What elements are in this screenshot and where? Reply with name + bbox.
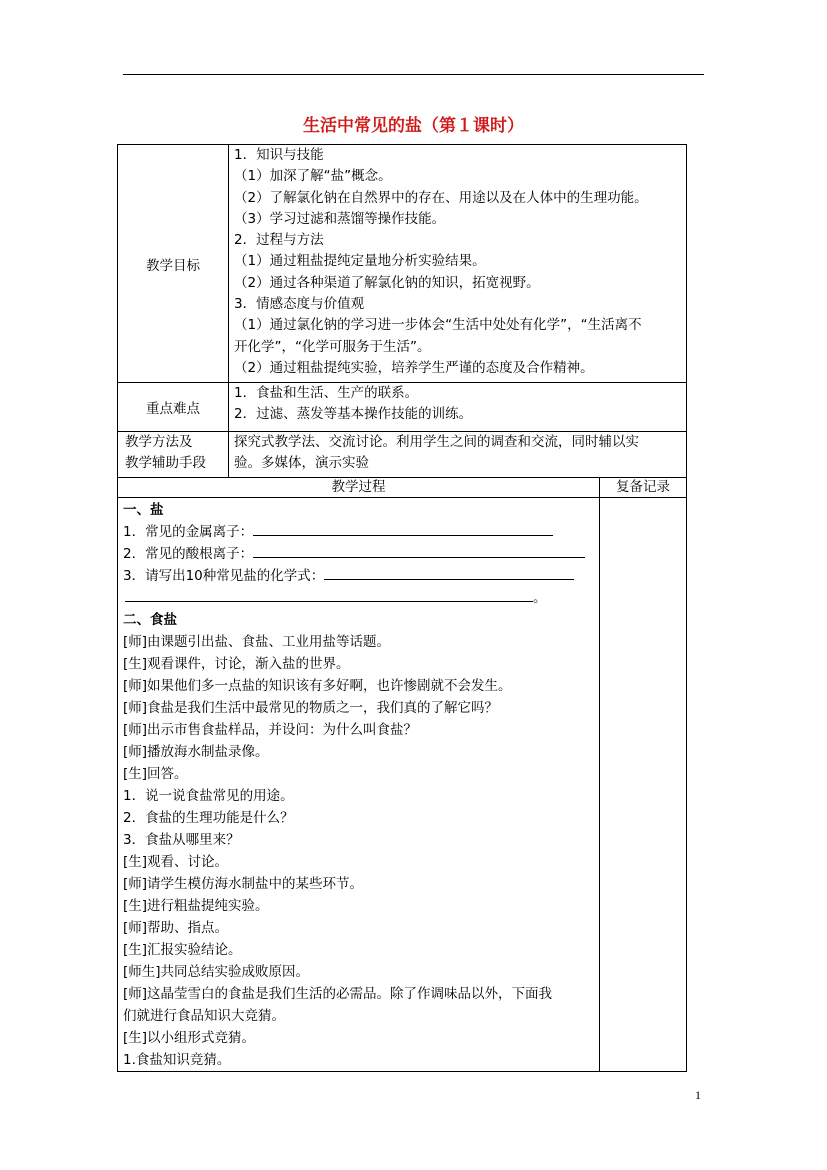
- dialogue-line: [师]播放海水制盐录像。: [123, 744, 269, 760]
- question-label: 1．常见的金属离子：: [123, 524, 254, 540]
- dialogue-line: [师]由课题引出盐、食盐、工业用盐等话题。: [123, 634, 391, 650]
- key-point-line: 2．过滤、蒸发等基本操作技能的训练。: [234, 406, 473, 423]
- methods-line: 验。多媒体，演示实验: [234, 455, 369, 472]
- page-number: 1: [695, 1088, 701, 1102]
- objectives-content: [229, 145, 687, 383]
- dialogue-line: [师]如果他们多一点盐的知识该有多好啊，也许惨剧就不会发生。: [123, 678, 512, 694]
- methods-content: [229, 432, 687, 478]
- objective-line: 开化学”，“化学可服务于生活”。: [234, 338, 431, 355]
- dialogue-line: 3．食盐从哪里来？: [123, 832, 240, 848]
- methods-label-line: 教学辅助手段: [125, 455, 206, 472]
- dialogue-line: [生]进行粗盐提纯实验。: [123, 898, 269, 914]
- methods-label: [118, 432, 229, 478]
- question-label: 2．常见的酸根离子：: [123, 546, 254, 562]
- methods-row: [118, 432, 687, 478]
- dialogue-line: 2．食盐的生理功能是什么？: [123, 810, 294, 826]
- answer-blank: [324, 565, 574, 580]
- question-label: 3．请写出10种常见盐的化学式：: [123, 568, 325, 584]
- objective-line: （3）学习过滤和蒸馏等操作技能。: [234, 210, 446, 227]
- key-points-label: 重点难点: [118, 383, 229, 432]
- key-points-row: [118, 383, 687, 432]
- section-heading: 二、食盐: [123, 612, 177, 628]
- dialogue-line: [生]回答。: [123, 766, 188, 782]
- dialogue-line: [师]出示市售食盐样品，并设问：为什么叫食盐？: [123, 722, 418, 738]
- end-mark: 。: [533, 590, 547, 606]
- objective-line: 3．情感态度与价值观: [234, 296, 365, 313]
- dialogue-line: [生]观看课件，讨论，渐入盐的世界。: [123, 656, 350, 672]
- key-points-content: [229, 383, 687, 432]
- dialogue-line: 1.食盐知识竞猜。: [123, 1052, 231, 1068]
- objective-line: （2）了解氯化钠在自然界中的存在、用途以及在人体中的生理功能。: [234, 189, 648, 206]
- dialogue-line: [师]这晶莹雪白的食盐是我们生活的必需品。除了作调味品以外，下面我: [123, 986, 553, 1002]
- answer-blank: [125, 587, 533, 602]
- question-salt-formulas: [118, 565, 599, 587]
- answer-blank: [253, 543, 585, 558]
- dialogue-line: [师]帮助、指点。: [123, 920, 229, 936]
- header-rule: [123, 74, 704, 75]
- dialogue-line: [师]食盐是我们生活中最常见的物质之一，我们真的了解它吗？: [123, 700, 499, 716]
- objective-line: （1）通过氯化钠的学习进一步体会“生活中处处有化学”，“生活离不: [234, 317, 642, 334]
- lesson-plan-table: [117, 144, 687, 1072]
- methods-label-line: 教学方法及: [125, 434, 193, 450]
- process-body-row: [118, 498, 687, 1072]
- key-point-line: 1．食盐和生活、生产的联系。: [234, 385, 419, 401]
- objectives-row: [118, 145, 687, 383]
- notes-header: 复备记录: [600, 478, 687, 498]
- objective-line: （2）通过粗盐提纯实验，培养学生严谨的态度及合作精神。: [234, 359, 594, 376]
- dialogue-line: [生]以小组形式竞猜。: [123, 1030, 256, 1046]
- notes-cell: [600, 498, 687, 1072]
- section-heading: 一、盐: [123, 502, 164, 518]
- objective-line: （1）通过粗盐提纯定量地分析实验结果。: [234, 253, 486, 270]
- dialogue-line: [生]观看、讨论。: [123, 854, 229, 870]
- dialogue-line: [生]汇报实验结论。: [123, 942, 242, 958]
- question-metal-ions: [118, 521, 599, 543]
- dialogue-line: 1．说一说食盐常见的用途。: [123, 788, 294, 804]
- dialogue-line: [师生]共同总结实验成败原因。: [123, 964, 310, 980]
- objective-line: 2．过程与方法: [234, 232, 324, 249]
- process-content: [118, 498, 600, 1072]
- methods-line: 探究式教学法、交流讨论。利用学生之间的调查和交流，同时辅以实: [234, 434, 639, 450]
- objectives-label: 教学目标: [118, 145, 229, 383]
- answer-continuation: [118, 587, 599, 609]
- process-header-row: [118, 478, 687, 498]
- dialogue-line: 们就进行食品知识大竞猜。: [123, 1008, 285, 1024]
- process-header: 教学过程: [118, 478, 600, 498]
- objective-line: 1．知识与技能: [234, 147, 324, 163]
- document-title: 生活中常见的盐（第１课时）: [303, 116, 524, 136]
- objective-line: （1）加深了解“盐”概念。: [234, 168, 392, 185]
- objective-line: （2）通过各种渠道了解氯化钠的知识，拓宽视野。: [234, 274, 540, 291]
- answer-blank: [253, 521, 553, 536]
- dialogue-line: [师]请学生模仿海水制盐中的某些环节。: [123, 876, 364, 892]
- question-acid-ions: [118, 543, 599, 565]
